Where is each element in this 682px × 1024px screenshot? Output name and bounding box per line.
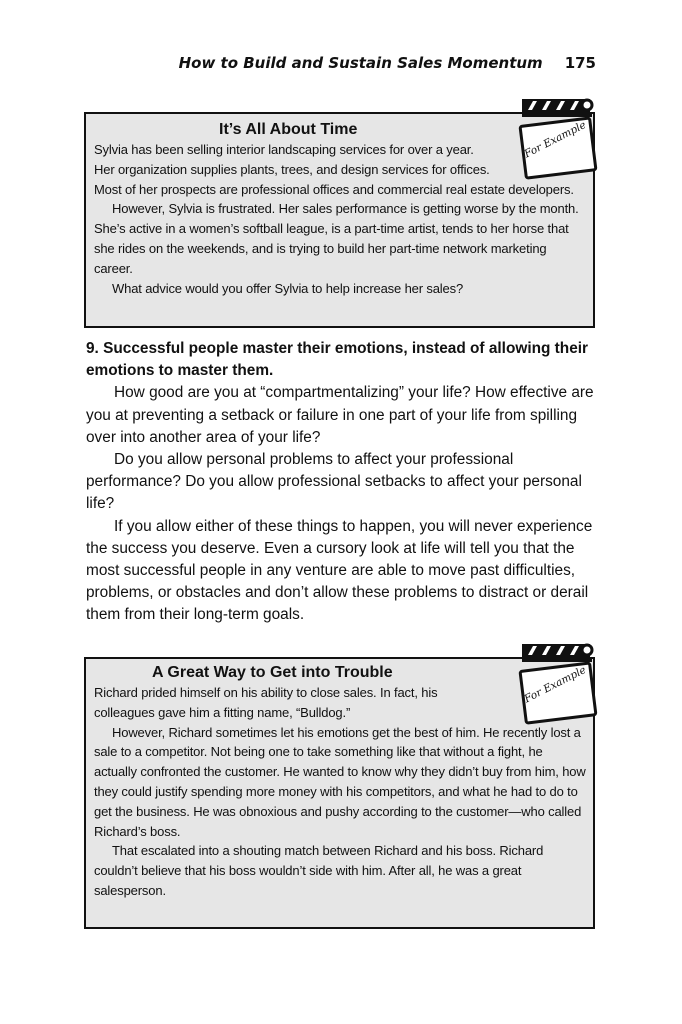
- box-title: A Great Way to Get into Trouble: [152, 664, 393, 681]
- body-paragraph: Do you allow personal problems to affect your professional performance? Do you allow professional setbacks to affect your personal life?: [86, 451, 582, 513]
- body-paragraph: How good are you at “compartmentalizing” your life? How effective are you at preventing a setback or failure in one part of your life from spilling over into another area of your life?: [86, 384, 594, 446]
- clapperboard-icon: [518, 96, 598, 180]
- section-heading: 9. Successful people master their emotions, instead of allowing their emotions to master them.: [86, 340, 589, 380]
- running-head: [60, 54, 596, 72]
- clapperboard-icon: [518, 641, 598, 725]
- for-example-badge: For Example: [522, 663, 589, 706]
- box-paragraph: Richard prided himself on his ability to close sales. In fact, his colleagues gave him a fitting name, “Bulldog.”: [94, 685, 438, 720]
- box-paragraph: That escalated into a shouting match between Richard and his boss. Richard couldn’t believe that his boss wouldn’t side with him. After all, he was a great salesperson.: [94, 843, 544, 898]
- box-title: It’s All About Time: [219, 121, 358, 138]
- box-paragraph: What advice would you offer Sylvia to help increase her sales?: [112, 280, 464, 296]
- body-paragraph: If you allow either of these things to happen, you will never experience the success you deserve. Even a cursory look at life will tell you that the most successful people in any venture are able to move past difficulties, problems, or obstacles and don’t allow these problems to distract or derail them from their long-term goals.: [86, 517, 593, 624]
- box-paragraph: However, Sylvia is frustrated. Her sales performance is getting worse by the month. She’s active in a women’s softball league, is a part-time artist, tends to her horse that she rides on the weekends, and is trying to build her part-time network marketing career.: [94, 201, 579, 276]
- running-head-title: How to Build and Sustain Sales Momentum: [178, 54, 543, 72]
- box-paragraph: However, Richard sometimes let his emotions get the best of him. He recently lost a sale to a competitor. Not being one to take something like that without a fight, he actually confronted the customer. He wanted to know why they didn’t buy from him, how they could justify spending more money with his competitors, and what he had to do to get the business. He was obnoxious and pushy according to the customer—who called Richard’s boss.: [94, 724, 586, 839]
- section-text: [86, 338, 596, 627]
- for-example-badge: For Example: [522, 118, 589, 161]
- page-number: 175: [564, 54, 596, 72]
- box-paragraph: Sylvia has been selling interior landscaping services for over a year. Her organization supplies plants, trees, and design services for offices. Most of her prospects are professional offices and commercial real estate developers.: [94, 142, 574, 197]
